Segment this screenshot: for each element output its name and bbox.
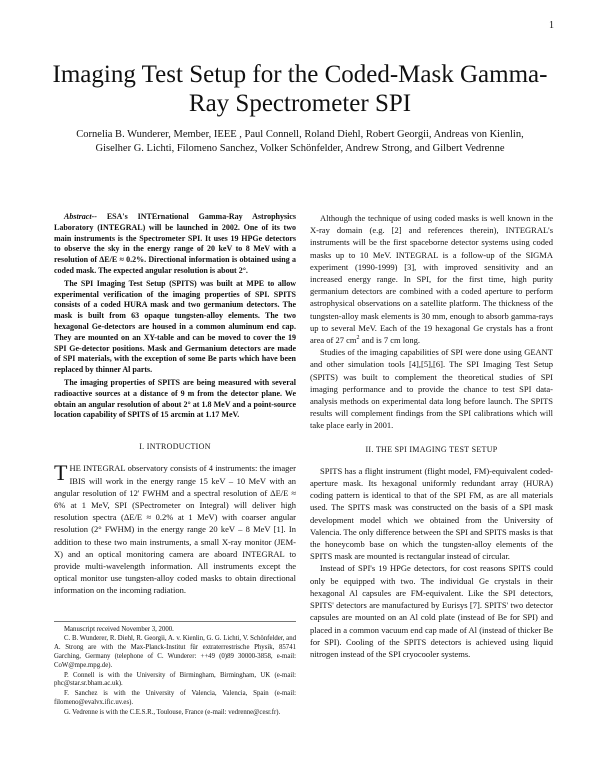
footnote: G. Vedrenne is with the C.E.S.R., Toulouse, France (e-mail: vedrenne@cesr.fr). [64,708,281,716]
intro-paragraph: Although the technique of using coded masks is well known in the X-ray domain (e.g. [2] and references therein), INTEGRAL's instruments will be the first spaceborne detector systems using coded masks up to 10 MeV. INTEGRAL is a follow-up of the SIGMA experiment (1990-1999) [3], with improved sensitivity and an increased energy range. In SPI, for the first time, high purity germanium detectors are combined with a coded aperture to perform astrophysical observations on a satellite platform. The thickness of the tungsten-alloy mask elements is 30 mm, enough to absorb gamma-rays up to several MeV. Each of the 19 hexagonal Ge crystals has a front area of 27 $cm^2$ and is 7 cm long. [310,213,553,346]
author-list: Cornelia B. Wunderer, Member, IEEE , Paul Connell, Roland Diehl, Robert Georgii, Andreas von Kienlin, Giselher G. Lichti, Filomeno Sanchez, Volker Schönfelder, Andrew Strong, and Gilbert Vedrenne [76,129,524,154]
intro-paragraph: Studies of the imaging capabilities of SPI were done using GEANT and other simulation tools [4],[5],[6]. The SPI Imaging Test Setup (SPITS) was built to complement the theoretical studies of SPI imaging performance and to provide the chance to test SPI data-analysis methods on experimental data long before launch. The SPITS results will complement findings from the SPI calibrations which will take place early in 2001. [310,347,553,431]
abstract-label: Abstract-- [64,212,97,221]
page-number: 1 [549,20,554,31]
abstract-paragraph: The SPI Imaging Test Setup (SPITS) was built at MPE to allow experimental verification of the imaging properties of SPI. SPITS consists of a coded HURA mask and two germanium detectors. The mask is built from 63 opaque tungsten-alloy elements. The two hexagonal Ge-detectors are housed in a common aluminum end cap. They are mounted on an XY-table and can be moved to cover the 19 SPI Ge-detector positions. Mask and Germanium detectors are made of SPI materials, with the exception of some Be parts which have been replaced by thinner Al parts. [54,278,296,375]
drop-cap: T [54,460,68,486]
footnote: Manuscript received November 3, 2000. [64,625,174,633]
footnote: F. Sanchez is with the University of Valencia, Valencia, Spain (e-mail: filomeno@evalvx.ific.uv.es). [54,690,296,706]
footnotes [54,621,296,718]
abstract-paragraph: The imaging properties of SPITS are being measured with several radioactive sources at a distance of 9 m from the detector plane. We obtain an angular resolution of about 2° at 1.8 MeV and a point-source location capability of SPITS of 15 arcmin at 1.17 MeV. [54,377,296,420]
paper-title: Imaging Test Setup for the Coded-Mask Gamma-Ray Spectrometer SPI [52,61,548,117]
section-heading-setup: II. THE SPI IMAGING TEST SETUP [365,444,498,454]
abstract [54,212,296,421]
right-column [310,212,553,660]
section-heading-introduction: I. INTRODUCTION [139,442,211,452]
left-column [54,212,296,719]
footnote: C. B. Wunderer, R. Diehl, R. Georgii, A. v. Kienlin, G. G. Lichti, V. Schönfelder, and A. Strong are with the Max-Planck-Institut für extraterrestrische Physik, 85741 Garching, Germany (telephone of C. Wunderer: ++49 (0)89 30000-3858, e-mail: CoW@mpe.mpg.de). [54,635,296,669]
setup-paragraph: Instead of SPI's 19 HPGe detectors, for cost reasons SPITS could only be equipped with two. The individual Ge crystals in their hexagonal Al capsules are FM-equivalent. Like the SPI detectors, SPITS' detectors are manufactured by Eurisys [7]. SPITS' two detector capsules are mounted on an Al cold plate (instead of Be for SPI) and placed in a common vacuum end cap made of Al (instead of thicker Be for SPI). Cooling of the SPITS detectors is achieved using liquid nitrogen instead of the SPI cryocooler systems. [310,563,553,659]
setup-paragraph: SPITS has a flight instrument (flight model, FM)-equivalent coded-aperture mask. Its hexagonal uniformly redundant array (HURA) coding pattern is identical to that of the SPI FM, as are all materials used. The SPITS mask was constructed on the basis of a SPI mask development model which we obtained from the University of Valencia. The only difference between the SPI and SPITS masks is that the honeycomb base on which the tungsten-alloy elements of the SPITS mask are mounted is rectangular instead of circular. [310,465,553,562]
footnote: P. Connell is with the University of Birmingham, Birmingham, UK (e-mail: phc@star.sr.bham.ac.uk). [54,671,296,688]
superscript: 2 [356,335,360,342]
intro-paragraph: THE INTEGRAL observatory consists of 4 instruments: the imager IBIS will work in the energy range 15 keV – 10 MeV with an angular resolution of 12' FWHM and a spectral resolution of ΔE/E ≈ 6% at 1 MeV, SPI (SPectrometer on Integral) will deliver high resolution spectra (ΔE/E ≈ 0.2% at 1 MeV) with coarser angular resolution (2° FWHM) in the energy range 20 keV – 8 MeV [1]. In addition to these two main instruments, a small X-ray monitor (JEM-X) and an optical monitoring camera are aboard INTEGRAL to provide multi-wavelength information. All instruments except the optical monitor use tungsten-alloy coded masks to obtain directional information on the incoming radiation. [54,460,296,596]
abstract-paragraph: Abstract-- ESA's INTErnational Gamma-Ray Astrophysics Laboratory (INTEGRAL) will be launched in 2002. One of its two main instruments is the Spectrometer SPI. It uses 19 HPGe detectors to observe the sky in the energy range of 20 keV to 8 MeV with a resolution of ΔE/E ≈ 0.2%. Directional information is obtained using a coded mask. The expected angular resolution is about 2°. [54,212,296,275]
